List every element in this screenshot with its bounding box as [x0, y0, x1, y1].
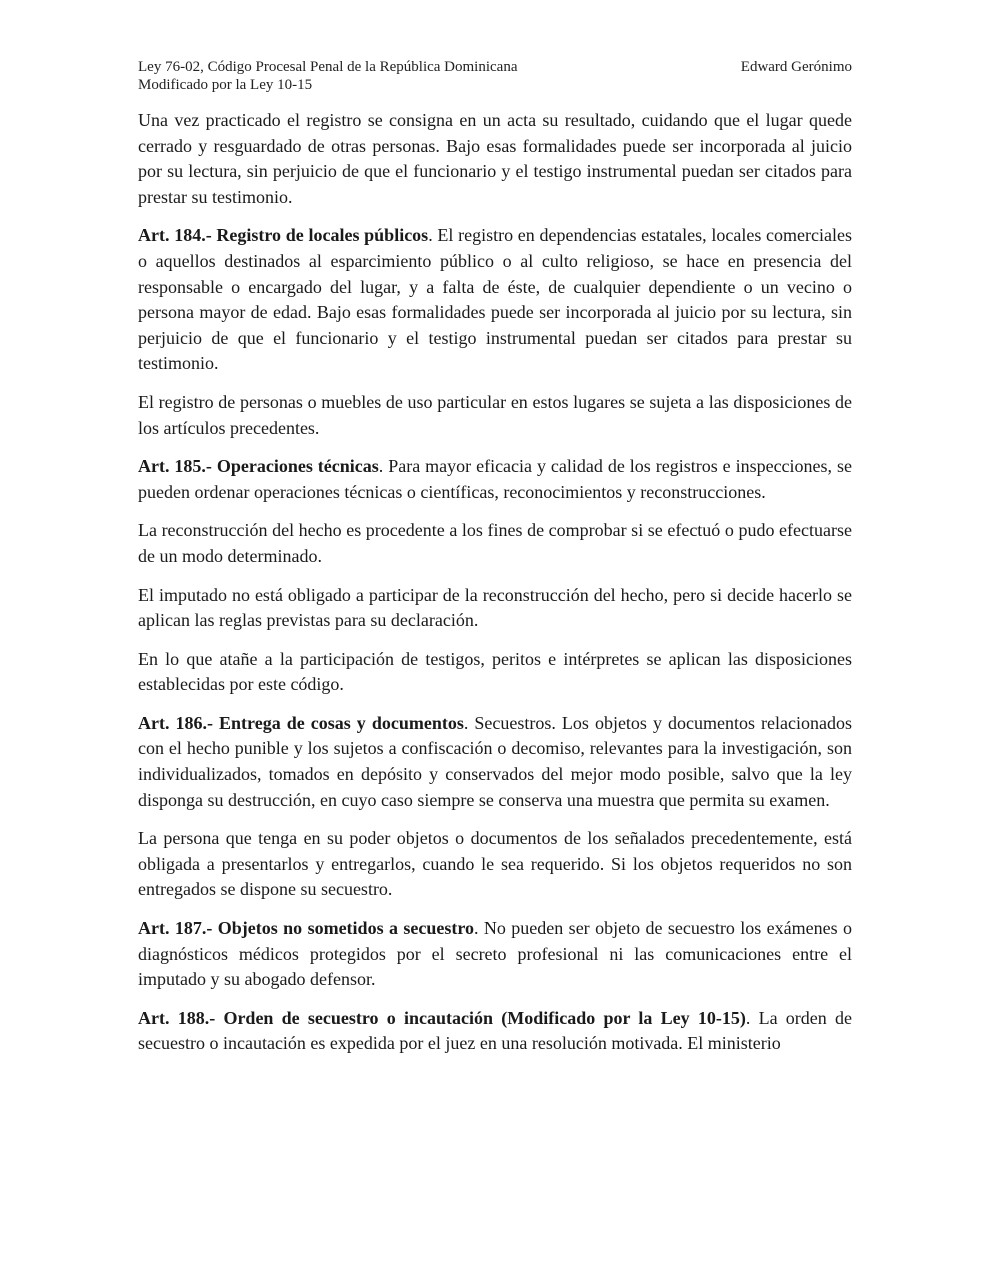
- document-page: [138, 58, 852, 1070]
- page-header: [138, 58, 852, 94]
- document-body: [138, 108, 852, 1057]
- header-title-line2: Modificado por la Ley 10-15: [138, 77, 313, 93]
- paragraph-art-188: Art. 188.- Orden de secuestro o incautación (Modificado por la Ley 10-15). La orden de secuestro o incautación es expedida por el juez en una resolución motivada. El ministerio: [138, 1007, 852, 1054]
- article-heading: Art. 184.- Registro de locales públicos: [138, 225, 429, 246]
- paragraph-7: En lo que atañe a la participación de testigos, peritos e intérpretes se aplican las disposiciones establecidas por este código.: [138, 648, 852, 695]
- paragraph-5: La reconstrucción del hecho es procedente a los fines de comprobar si se efectuó o pudo efectuarse de un modo determinado.: [138, 520, 852, 566]
- paragraph-art-186: Art. 186.- Entrega de cosas y documentos. Secuestros. Los objetos y documentos relacionados con el hecho punible y los sujetos a confiscación o decomiso, relevantes para la investigación, son individualizados, tomados en depósito y conservados del mejor modo posible, salvo que la ley disponga su destrucción, en cuyo caso siempre se conserva una muestra que permita su examen.: [138, 712, 852, 810]
- paragraph-6: El imputado no está obligado a participar de la reconstrucción del hecho, pero si decide hacerlo se aplican las reglas previstas para su declaración.: [138, 584, 852, 631]
- header-title-line1: Ley 76-02, Código Procesal Penal de la República Dominicana: [138, 59, 518, 75]
- paragraph-art-184: Art. 184.- Registro de locales públicos. El registro en dependencias estatales, locales comerciales o aquellos destinados al esparcimiento público o al culto religioso, se hace en presencia del responsable o encargado del lugar, y a falta de éste, de cualquier dependiente o un vecino o persona mayor de edad. Bajo esas formalidades puede ser incorporada al juicio por su lectura, sin perjuicio de que el funcionario y el testigo instrumental puedan ser citados para prestar su testimonio.: [138, 225, 852, 374]
- paragraph-3: El registro de personas o muebles de uso particular en estos lugares se sujeta a las disposiciones de los artículos precedentes.: [138, 391, 852, 438]
- paragraph-art-187: Art. 187.- Objetos no sometidos a secuestro. No pueden ser objeto de secuestro los exámenes o diagnósticos médicos protegidos por el secreto profesional ni las comunicaciones entre el imputado y su abogado defensor.: [138, 918, 852, 990]
- article-heading: Art. 188.- Orden de secuestro o incautación (Modificado por la Ley 10-15): [138, 1007, 746, 1028]
- paragraph-9: La persona que tenga en su poder objetos o documentos de los señalados precedentemente, está obligada a presentarlos y entregarlos, cuando le sea requerido. Si los objetos requeridos no son entregados se dispone su secuestro.: [138, 828, 852, 900]
- article-heading: Art. 186.- Entrega de cosas y documentos: [138, 712, 464, 733]
- header-author: Edward Gerónimo: [740, 59, 852, 75]
- article-heading: Art. 185.- Operaciones técnicas: [138, 456, 379, 477]
- paragraph-1: Una vez practicado el registro se consigna en un acta su resultado, cuidando que el lugar quede cerrado y resguardado de otras personas. Bajo esas formalidades puede ser incorporada al juicio por su lectura, sin perjuicio de que el funcionario y el testigo instrumental puedan ser citados para prestar su testimonio.: [138, 110, 852, 207]
- article-heading: Art. 187.- Objetos no sometidos a secuestro: [138, 918, 475, 939]
- paragraph-art-185: Art. 185.- Operaciones técnicas. Para mayor eficacia y calidad de los registros e inspecciones, se pueden ordenar operaciones técnicas o científicas, reconocimientos y reconstrucciones.: [138, 456, 852, 502]
